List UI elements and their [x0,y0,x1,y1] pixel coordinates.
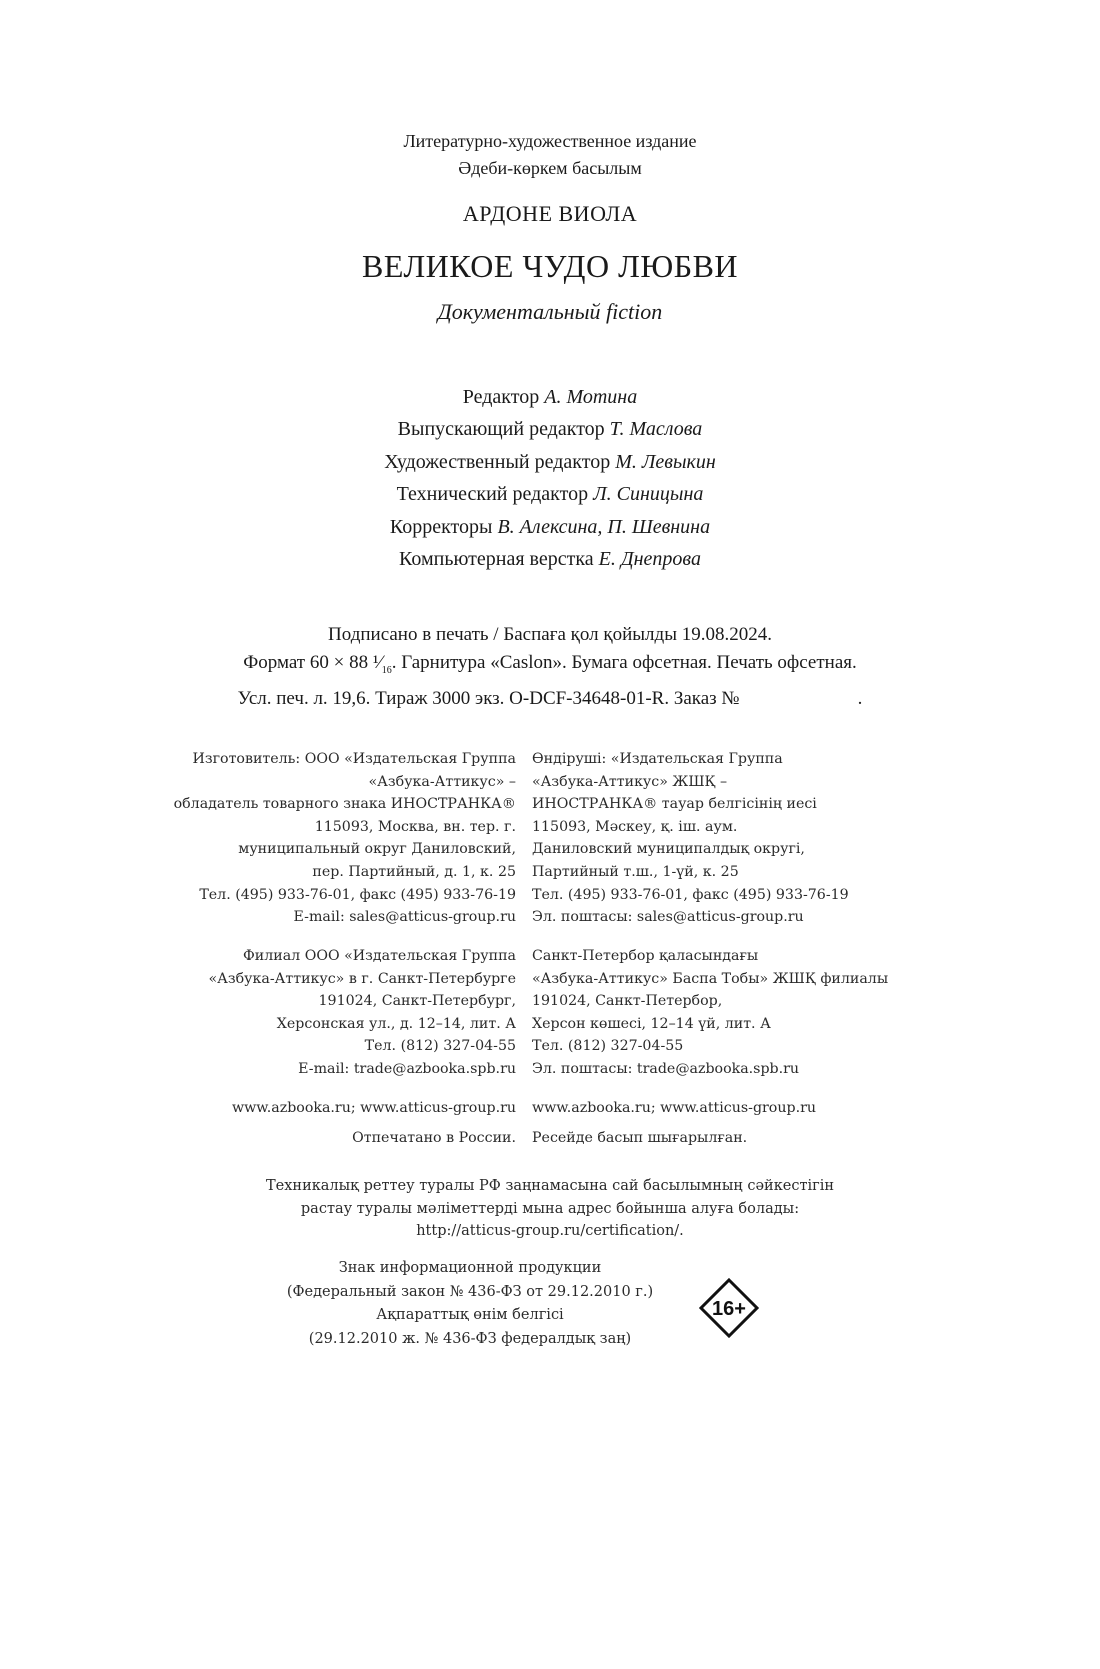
websites-kz[interactable]: www.azbooka.ru; www.atticus-group.ru [532,1100,816,1116]
manufacturer-kz: Өндіруші: «Издательская Группа «Азбука-Аттикус» ЖШҚ – ИНОСТРАНКА® тауар белгісінің иесі 115093, Мәскеу, қ. іш. аум. Даниловский муниципалдық округі, Партийный т.ш., 1-үй, к. 25 Тел. (495) 933-76-01, факс (495) 933-76-19 Эл. поштасы: sales@atticus-group.ru [532,751,849,926]
editors-list [0,381,1100,575]
edition-type-kz: Әдеби-көркем басылым [458,158,642,178]
editor-line: Художественный редактор М. Левыкин [384,450,716,473]
print-signed: Подписано в печать / Баспаға қол қойылды 19.08.2024. [328,624,772,645]
editor-line: Компьютерная верстка Е. Днепрова [399,548,701,571]
edition-type [0,128,1100,182]
edition-type-ru: Литературно-художественное издание [403,131,697,151]
book-title: ВЕЛИКОЕ ЧУДО ЛЮБВИ [361,248,739,284]
branch-kz: Санкт-Петербор қаласындағы «Азбука-Аттикус» Баспа Тобы» ЖШҚ филиалы 191024, Санкт-Петербор, Херсон көшесі, 12–14 үй, лит. А Тел. (812) 327-04-55 Эл. поштасы: trade@azbooka.spb.ru [532,948,889,1077]
print-info [0,621,1100,713]
printed-in-kz: Ресейде басып шығарылған. [532,1130,748,1146]
certification-link[interactable]: http://atticus-group.ru/certification/. [416,1223,684,1240]
editor-line: Редактор А. Мотина [462,386,638,408]
age-rating-16-icon [699,1278,759,1338]
branch-ru: Филиал ООО «Издательская Группа «Азбука-Аттикус» в г. Санкт-Петербурге 191024, Санкт-Петербург, Херсонская ул., д. 12–14, лит. А Тел. (812) 327-04-55 E-mail: trade@azbooka.spb.ru [208,948,516,1077]
printed-in-ru: Отпечатано в России. [352,1130,516,1146]
print-format: Формат 60 × 88 $^1⁄_{16}$. Гарнитура «Caslon». Бумага офсетная. Печать офсетная. [243,652,857,676]
print-circulation: Усл. печ. л. 19,6. Тираж 3000 экз. O-DCF-34648-01-R. Заказ № . [237,687,863,709]
book-subtitle: Документальный fiction [437,299,663,324]
editor-line: Выпускающий редактор Т. Маслова [397,418,703,441]
websites-ru[interactable]: www.azbooka.ru; www.atticus-group.ru [232,1100,516,1116]
author: АРДОНЕ ВИОЛА [462,201,638,226]
certification-note: Техникалық реттеу туралы РФ заңнамасына сай басылымның сәйкестігін растау туралы мәліметтерді мына адрес бойынша алуға болады: http://atticus-group.ru/certification/. [0,1175,1100,1243]
editor-line: Корректоры В. Алексина, П. Шевнина [389,515,711,538]
editor-line: Технический редактор Л. Синицына [396,483,704,506]
info-product-sign: Знак информационной продукции (Федеральный закон № 436-ФЗ от 29.12.2010 г.) Ақпараттық өнім белгісі (29.12.2010 ж. № 436-ФЗ федералдық заң) [286,1260,654,1347]
manufacturer-ru: Изготовитель: ООО «Издательская Группа «Азбука-Аттикус» – обладатель товарного знака ИНОСТРАНКА® 115093, Москва, вн. тер. г. муниципальный округ Даниловский, пер. Партийный, д. 1, к. 25 Тел. (495) 933-76-01, факс (495) 933-76-19 E-mail: sales@atticus-group.ru [173,751,516,926]
age-rating-label: 16+ [712,1298,746,1320]
